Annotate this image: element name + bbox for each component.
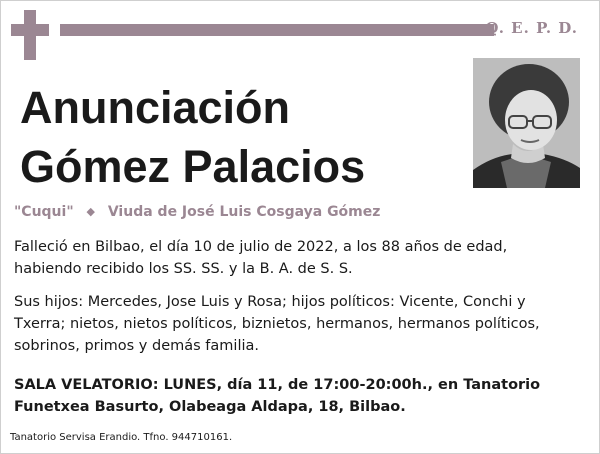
death-notice: Falleció en Bilbao, el día 10 de julio de 2022, a los 88 años de edad, habiendo recibido los SS. SS. y la B. A. de S. S. <box>14 239 508 277</box>
deceased-surname: Gómez Palacios <box>20 141 366 192</box>
deceased-first-name: Anunciación <box>20 82 291 133</box>
wake-info: SALA VELATORIO: LUNES, día 11, de 17:00-20:00h., en Tanatorio Funetxea Basurto, Olabeaga Aldapa, 18, Bilbao. <box>14 377 541 415</box>
widow-of: Viuda de José Luis Cosgaya Gómez <box>107 204 381 220</box>
nickname: "Cuqui" <box>14 204 74 220</box>
diamond-icon: ◆ <box>86 205 95 218</box>
deceased-portrait <box>473 58 580 188</box>
header-bar <box>60 24 494 36</box>
family-list: Sus hijos: Mercedes, Jose Luis y Rosa; hijos políticos: Vicente, Conchi y Txerra; nietos, nietos políticos, biznietos, hermanos, hermanos políticos, sobrinos, primos y demás familia. <box>14 294 540 354</box>
funeral-home-info: Tanatorio Servisa Erandio. Tfno. 944710161. <box>10 432 233 443</box>
subtitle <box>14 204 380 220</box>
qepd-label: Q. E. P. D. <box>485 19 578 37</box>
